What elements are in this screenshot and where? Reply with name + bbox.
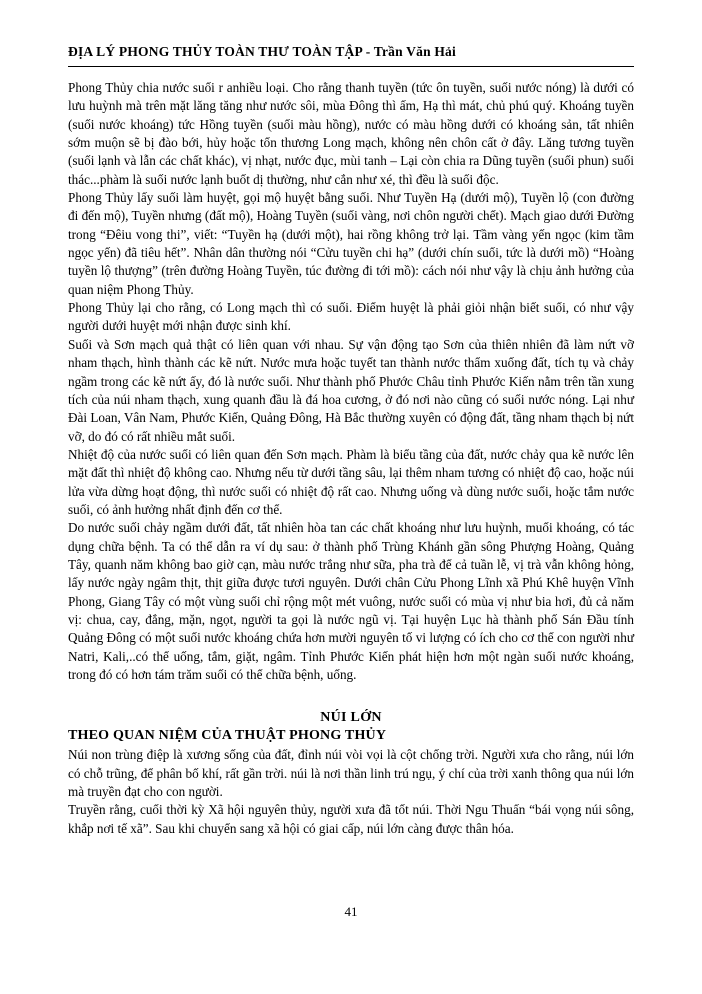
page-header: ĐỊA LÝ PHONG THỦY TOÀN THƯ TOÀN TẬP - Trần Văn Hải: [68, 44, 456, 59]
paragraph: Truyền rằng, cuối thời kỳ Xã hội nguyên thủy, người xưa đã tốt núi. Thời Ngu Thuấn “bái vọng núi sông, khắp nơi tế xã”. Sau khi chuyển sang xã hội có giai cấp, núi lớn càng được thân hóa.: [68, 802, 634, 836]
paragraph: Phong Thủy lấy suối làm huyệt, gọi mộ huyệt bằng suối. Như Tuyền Hạ (dưới mộ), Tuyền lộ (con đường đi đến mộ), Tuyền nhưng (đất mộ), Hoàng Tuyền (suối vàng, nơi chôn người chết). Mạch giao dưới Đường trong “Đêiu vong thi”, viết: “Tuyền hạ (dưới một), hai rồng không trở lại. Tầm vàng yến ngọc (kim tầm ngọc yến) đã tiêu hết”. Nhân dân thường nói “Cửu tuyền chi hạ” (dưới chín suối, tức là dưới mồ) “Hoàng tuyền lộ thượng” (trên đường Hoàng Tuyền, túc đường đi tới mồ): cách nói như vậy là chịu ảnh hưởng của quan niệm Phong Thủy.: [68, 190, 634, 297]
paragraph: Suối và Sơn mạch quả thật có liên quan với nhau. Sự vận động tạo Sơn của thiên nhiên đã làm nứt vỡ nham thạch, hình thành các kẽ nứt. Nước mưa hoặc tuyết tan thành nước thẩm xuống đất, tích tụ và chảy ngầm trong các kẽ nứt ấy, đó là nước suối. Như thành phố Phước Châu tỉnh Phước Kiến nằm trên tần xung tích của núi nham thạch, xung quanh đầu là đá hoa cương, ở đó nơi nào cũng có suối nước nóng. Lại như Đài Loan, Vân Nam, Phước Kiến, Quảng Đông, Hà Bắc thường xuyên có động đất, tầng nham thạch bị nứt vỡ, do đó có rất nhiều mắt suối.: [68, 336, 634, 444]
section-subtitle: THEO QUAN NIỆM CỦA THUẬT PHONG THỦY: [68, 728, 387, 744]
paragraph: Núi non trùng điệp là xương sống của đất, đỉnh núi vòi vọi là cột chống trời. Người xưa cho rằng, núi lớn có chỗ trũng, để phân bố khí, rất gần trời. núi là nơi thần linh trú ngụ, ý chí của trời xanh thông qua núi lớn mà truyền đạt cho con người.: [68, 747, 634, 800]
header-divider: [68, 66, 634, 67]
section-title: NÚI LỚN: [320, 710, 382, 726]
section-body-text: [68, 746, 634, 838]
page-number: 41: [344, 904, 358, 919]
paragraph: Do nước suối chảy ngầm dưới đất, tất nhiên hòa tan các chất khoáng như lưu huỳnh, muối khoáng, có tác dụng chữa bệnh. Ta có thể dẫn ra ví dụ sau: ở thành phố Trùng Khánh gần sông Phượng Hoàng, Quảng Tây, quanh năm không bao giờ cạn, màu nước trắng như sữa, pha trà để cả tuần lễ, vị trà vẫn không hỏng, lấy nước ngày ngâm thịt, thịt giữa được tươi nguyên. Dưới chân Cửu Phong Lĩnh xã Phú Khê huyện Vĩnh Phong, Giang Tây có một vùng suối chỉ rộng một mét vuông, nước suối có mùa vị như bia hơi, đủ cả năm vị: chua, cay, đắng, mặn, ngọt, người ta gọi là nước ngũ vị. Tại huyện Lục hà thành phố Sán Đầu tính Quảng Đông có một suối nước khoáng chứa hơn mười nguyên tố vi lượng có ích cho cơ thể con người như Natri, Kali,..có thể uống, tắm, giặt, ngâm. Tỉnh Phước Kiến phát hiện hơn một ngàn suối nước khoáng, trong đó có hơn tám trăm suối có thể chữa bệnh, uống.: [68, 520, 634, 682]
paragraph: Phong Thủy lại cho rằng, có Long mạch thì có suối. Điểm huyệt là phải giỏi nhận biết suối, có như vậy người dưới huyệt mới nhận được sinh khí.: [68, 300, 634, 334]
body-text: [68, 79, 634, 684]
paragraph: Nhiệt độ của nước suối có liên quan đến Sơn mạch. Phàm là biểu tầng của đất, nước chảy qua kẽ nước lên mặt đất thì nhiệt độ không cao. Nhưng nếu từ dưới tầng sâu, lại thêm nham tương có nhiệt độ cao, hoặc núi lửa vừa dừng hoạt động, thì nước suối có nhiệt độ rất cao. Nhưng uống và dùng nước suối, hoặc tắm nước suối, có ảnh hưởng nhất định đến cơ thể.: [68, 446, 634, 517]
paragraph: Phong Thủy chia nước suối r anhiều loại. Cho rằng thanh tuyền (tức ôn tuyền, suối nước nóng) là dưới có lưu huỳnh mà trên mặt lăng tăng như nước sôi, mùa Đông thì ấm, Hạ thì mát, chủ phú quý. Khoáng tuyền (suối nước khoáng) tức Hồng tuyền (suối màu hồng), nước có màu hồng dưới có khoáng sản, tất nhiên sớm muộn sẽ bị đào bới, hủy hoặc tổn thương Long mạch, không nên chôn cất ở đây. Lăng tương tuyền (suối lạnh và lẫn các chất khác), vị nhạt, nước đục, mùi tanh – Lại còn chia ra Dũng tuyền (suối phun) suối thác...phàm là suối nước lạnh buốt dị thường, như cắn như xé, thì đều là suối độc.: [68, 80, 634, 187]
